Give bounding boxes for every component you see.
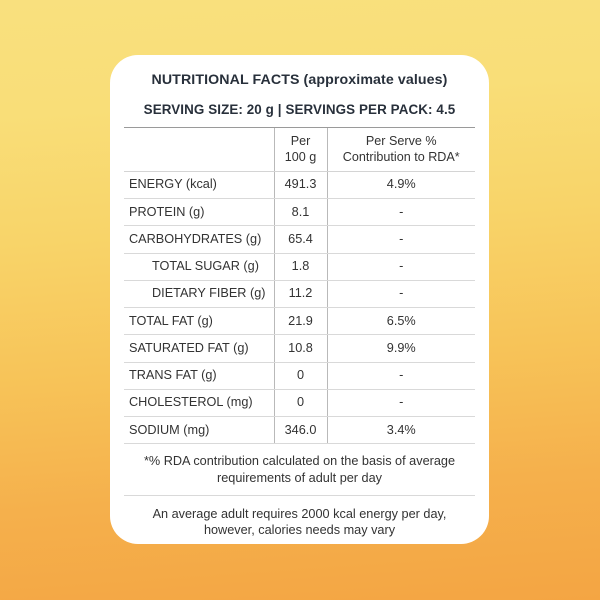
column-header-rda (327, 128, 475, 172)
nutrient-rda-value: - (327, 362, 475, 389)
nutrition-table-wrapper (110, 127, 489, 544)
nutrient-rda-value: 6.5% (327, 308, 475, 335)
table-row (124, 280, 475, 307)
nutrient-label: SATURATED FAT (g) (124, 335, 274, 362)
nutrient-rda-value: 3.4% (327, 417, 475, 444)
nutrient-label: TOTAL FAT (g) (124, 308, 274, 335)
nutrient-per-100g-value: 8.1 (274, 199, 327, 226)
table-row (124, 417, 475, 444)
rda-line1: Per Serve % (365, 134, 437, 149)
footnote-row (124, 444, 475, 496)
nutrient-per-100g-value: 1.8 (274, 253, 327, 280)
table-header-row (124, 128, 475, 172)
nutrition-facts-card (110, 55, 489, 544)
card-heading-block (110, 55, 489, 127)
column-header-nutrient (124, 128, 274, 172)
nutrition-facts-table (124, 127, 475, 544)
nutrient-label: PROTEIN (g) (124, 199, 274, 226)
nutrient-label: TOTAL SUGAR (g) (124, 253, 274, 280)
nutrient-per-100g-value: 21.9 (274, 308, 327, 335)
per-100g-line2: 100 g (284, 149, 317, 164)
nutrient-rda-value: - (327, 226, 475, 253)
table-row (124, 171, 475, 198)
table-row (124, 226, 475, 253)
footnote-row (124, 495, 475, 544)
nutrient-label: DIETARY FIBER (g) (124, 280, 274, 307)
nutrient-per-100g-value: 0 (274, 389, 327, 416)
nutrient-per-100g-value: 65.4 (274, 226, 327, 253)
table-row (124, 308, 475, 335)
nutrient-per-100g-value: 10.8 (274, 335, 327, 362)
nutrient-per-100g-value: 346.0 (274, 417, 327, 444)
table-row (124, 335, 475, 362)
nutrient-per-100g-value: 11.2 (274, 280, 327, 307)
table-row (124, 253, 475, 280)
nutrient-per-100g-value: 0 (274, 362, 327, 389)
table-row (124, 199, 475, 226)
table-row (124, 362, 475, 389)
nutrient-label: ENERGY (kcal) (124, 171, 274, 198)
nutrient-rda-value: 9.9% (327, 335, 475, 362)
nutrient-label: CARBOHYDRATES (g) (124, 226, 274, 253)
serving-size-line: SERVING SIZE: 20 g | SERVINGS PER PACK: 4.5 (143, 102, 456, 118)
nutrient-rda-value: - (327, 199, 475, 226)
column-header-per-100g (274, 128, 327, 172)
page-title: NUTRITIONAL FACTS (approximate values) (151, 72, 448, 88)
nutrient-rda-value: - (327, 253, 475, 280)
nutrient-label: CHOLESTEROL (mg) (124, 389, 274, 416)
nutrient-rda-value: 4.9% (327, 171, 475, 198)
nutrient-rda-value: - (327, 389, 475, 416)
footnote-text: An average adult requires 2000 kcal energy per day, however, calories needs may vary (152, 506, 447, 538)
table-row (124, 389, 475, 416)
per-100g-line1: Per (290, 134, 311, 149)
rda-line2: Contribution to RDA* (342, 149, 460, 164)
footnote-text: *% RDA contribution calculated on the basis of average requirements of adult per day (124, 444, 475, 496)
nutrient-rda-value: - (327, 280, 475, 307)
nutrient-per-100g-value: 491.3 (274, 171, 327, 198)
nutrient-label: TRANS FAT (g) (124, 362, 274, 389)
nutrient-label: SODIUM (mg) (124, 417, 274, 444)
